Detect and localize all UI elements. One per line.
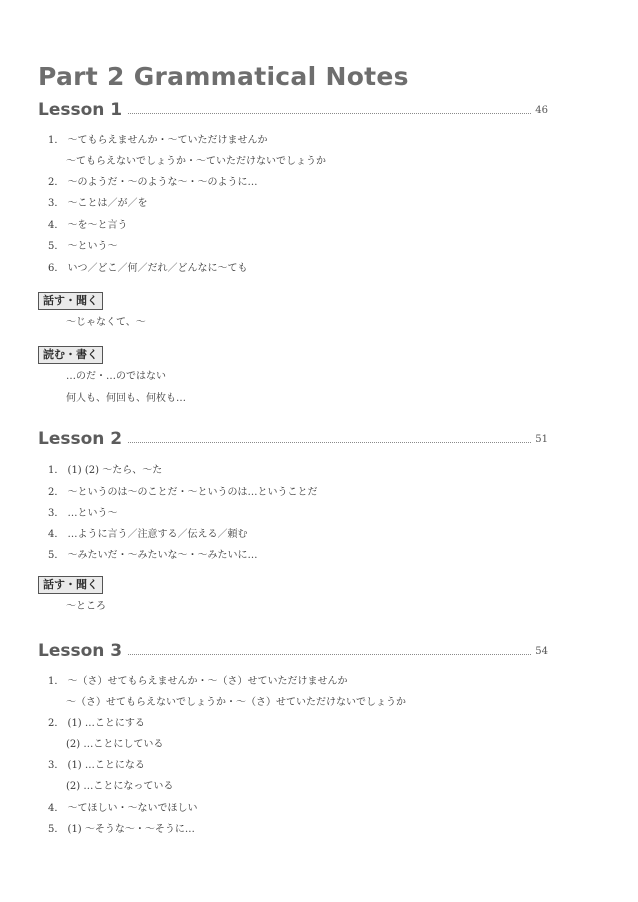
list-item: …のだ・…のではない bbox=[66, 371, 166, 382]
lesson-page-number: 46 bbox=[535, 104, 548, 116]
lesson-1-heading bbox=[38, 100, 548, 120]
list-item: 6． いつ／どこ／何／だれ／どんなに～ても bbox=[48, 263, 248, 274]
list-item: 4． ～てほしい・～ないでほしい bbox=[48, 803, 198, 814]
list-item: 1． (1) (2) ～たら、～た bbox=[48, 465, 163, 476]
lesson-2-heading bbox=[38, 429, 548, 449]
list-item: 何人も、何回も、何枚も… bbox=[66, 393, 186, 404]
lesson-3-heading bbox=[38, 641, 548, 661]
list-item: 2． (1) …ことにする bbox=[48, 718, 145, 729]
leader-dots bbox=[128, 113, 531, 114]
leader-dots bbox=[128, 654, 531, 655]
list-item: 5． (1) ～そうな～・～そうに… bbox=[48, 824, 195, 835]
section-badge: 話す・聞く bbox=[38, 292, 103, 310]
list-item: 2． ～というのは～のことだ・～というのは…ということだ bbox=[48, 487, 318, 498]
list-item: (2) …ことになっている bbox=[66, 781, 174, 792]
list-item: 3． (1) …ことになる bbox=[48, 760, 145, 771]
section-badge: 話す・聞く bbox=[38, 576, 103, 594]
list-item: 4． ～を～と言う bbox=[48, 220, 128, 231]
lesson-title: Lesson 1 bbox=[38, 100, 123, 120]
list-item: ～ところ bbox=[66, 601, 106, 612]
list-item: 5． ～みたいだ・～みたいな～・～みたいに… bbox=[48, 550, 258, 561]
leader-dots bbox=[128, 442, 531, 443]
list-item: 5． ～という～ bbox=[48, 241, 118, 252]
list-item: 3． …という～ bbox=[48, 508, 118, 519]
list-item: 4． …ように言う／注意する／伝える／頼む bbox=[48, 529, 248, 540]
list-item: ～てもらえないでしょうか・～ていただけないでしょうか bbox=[66, 156, 326, 167]
section-badge: 読む・書く bbox=[38, 346, 103, 364]
list-item: 2． ～のようだ・～のような～・～のように… bbox=[48, 177, 258, 188]
list-item: 1． ～てもらえませんか・～ていただけませんか bbox=[48, 135, 268, 146]
list-item: ～（さ）せてもらえないでしょうか・～（さ）せていただけないでしょうか bbox=[66, 697, 406, 708]
list-item: 3． ～ことは／が／を bbox=[48, 198, 148, 209]
lesson-page-number: 54 bbox=[535, 645, 548, 657]
list-item: 1． ～（さ）せてもらえませんか・～（さ）せていただけませんか bbox=[48, 676, 348, 687]
part-title: Part 2 Grammatical Notes bbox=[38, 62, 409, 91]
list-item: (2) …ことにしている bbox=[66, 739, 164, 750]
lesson-title: Lesson 3 bbox=[38, 641, 123, 661]
lesson-page-number: 51 bbox=[535, 433, 548, 445]
lesson-title: Lesson 2 bbox=[38, 429, 123, 449]
list-item: ～じゃなくて、～ bbox=[66, 317, 146, 328]
